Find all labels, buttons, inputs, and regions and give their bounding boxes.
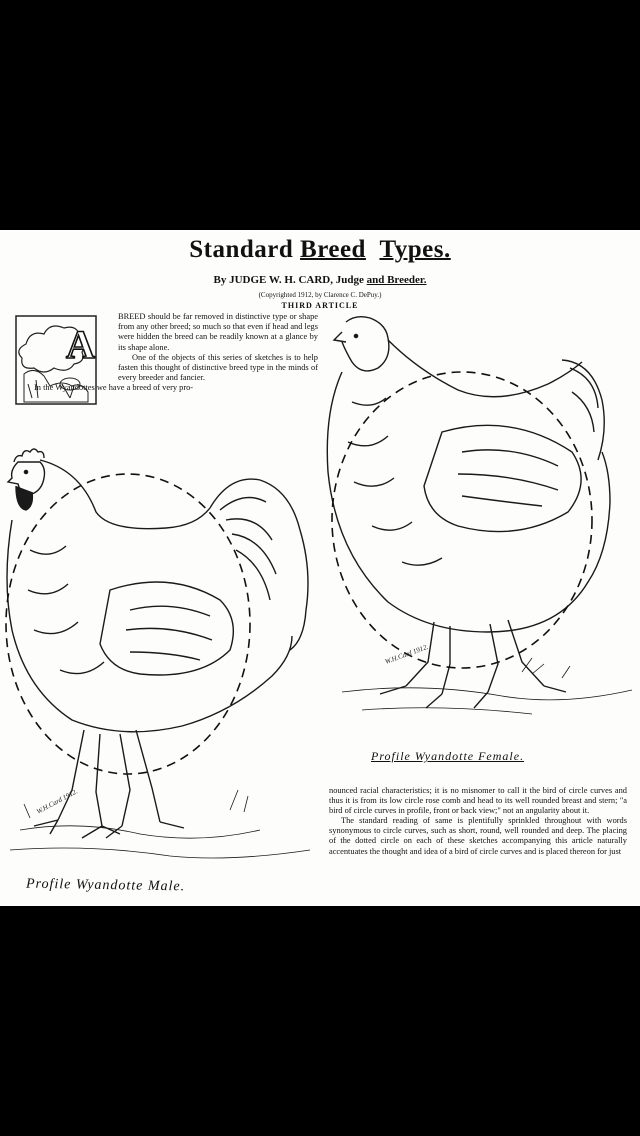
byline	[0, 274, 640, 286]
body-paragraph-2: The standard reading of same is plentifully sprinkled throughout with words synonymous to circle curves, such as short, round, well rounded and deep. The placing of the dotted circle on each of these sketches accompanying this article naturally accentuates the thought and idea of a bird of circle curves and is placed thereon for just	[329, 816, 627, 856]
continued-text	[329, 786, 627, 857]
article-number: THIRD ARTICLE	[281, 301, 359, 310]
intro-paragraph-2: One of the objects of this series of sketches is to help fasten this thought of distinctive breed type in the minds of every breeder and fancier.	[118, 352, 318, 383]
female-signature: W.H.Card 1912.	[383, 642, 430, 666]
intro-paragraph-1: BREED should be far removed in distinctive type or shape from any other breed; so much so that even if head and legs were hidden the breed can be readily known at a glance by its shape alone.	[118, 312, 319, 352]
female-caption: Profile Wyandotte Female.	[371, 749, 525, 763]
intro-paragraph-3: In the Wyandottes we have a breed of very pro-	[34, 383, 194, 393]
byline-role: and Breeder.	[366, 274, 427, 286]
intro-text	[34, 312, 318, 394]
byline-author: By JUDGE W. H. CARD, Judge	[213, 274, 367, 286]
title-word-types: Types.	[379, 236, 451, 263]
female-wyandotte-illustration	[322, 312, 640, 732]
male-wyandotte-illustration	[0, 430, 330, 870]
title-word-standard: Standard	[189, 236, 301, 263]
male-caption: Profile Wyandotte Male.	[25, 876, 186, 895]
male-signature: W.H.Card 1912.	[35, 787, 80, 816]
copyright-line: (Copyrighted 1912, by Clarence C. DePuy.)	[258, 291, 382, 299]
title-word-breed: Breed	[300, 236, 366, 263]
newspaper-page	[0, 230, 640, 906]
drop-cap-letter: A	[66, 322, 95, 367]
article-title	[0, 236, 640, 264]
body-paragraph-1: nounced racial characteristics; it is no misnomer to call it the bird of circle curves and thus it is from its low circle rose comb and head to its well rounded breast and stern; "a bird of circle curves in profile, front or back view;" not an angularity about it.	[329, 786, 627, 816]
